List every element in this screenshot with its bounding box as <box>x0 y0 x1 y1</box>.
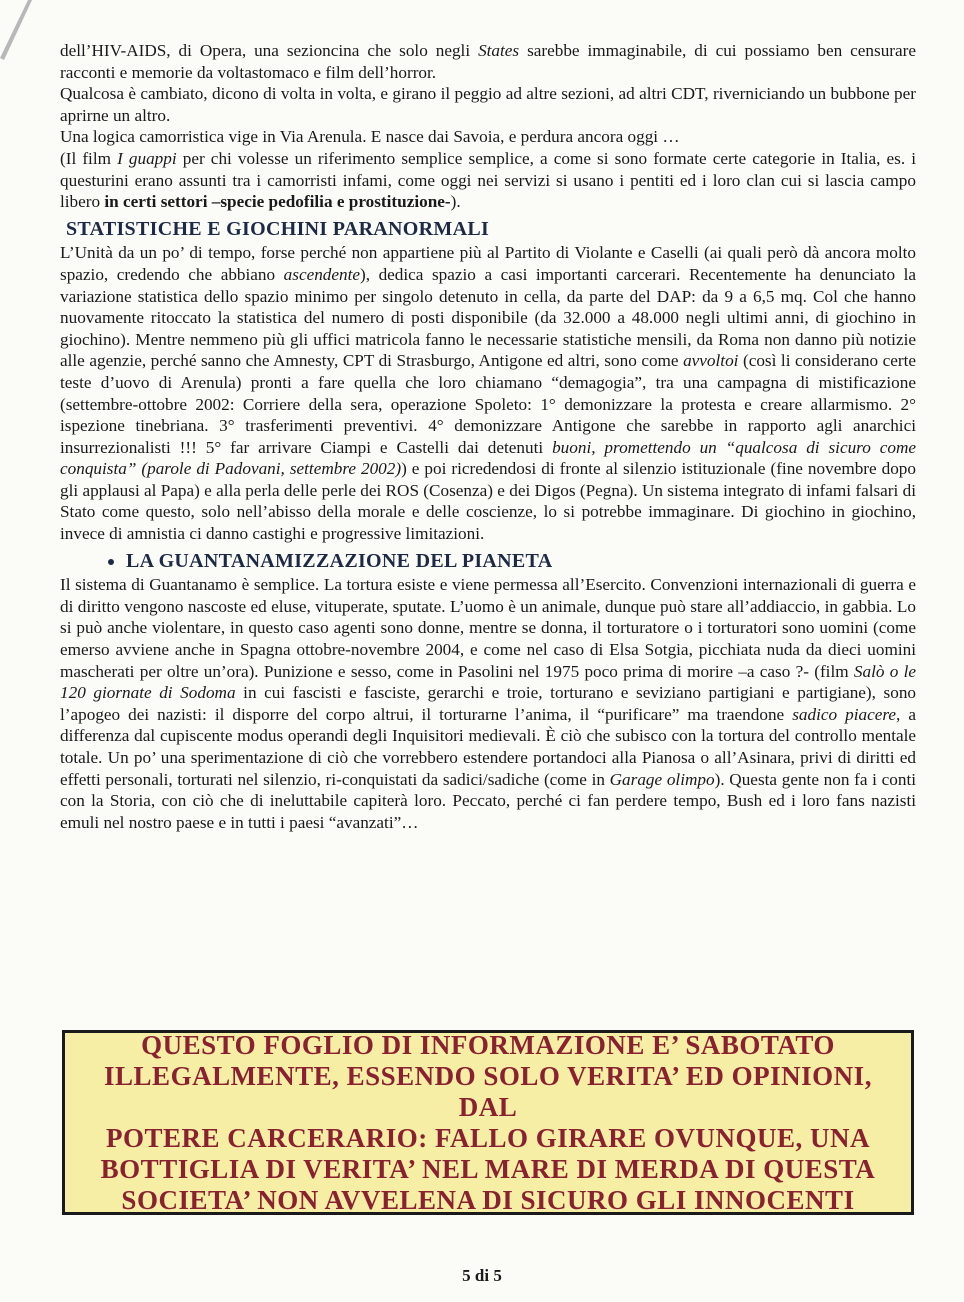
text-run: ). Questa gente non fa i conti con la Storia, con ciò che di ineluttabile capiterà loro. Peccato, perché ci fan perdere tempo, Bush ed i loro fans nazisti emuli nel nostro paese e in tutti i paesi “avanzati”… <box>60 769 916 832</box>
section-statistiche-body <box>60 242 916 544</box>
text-run: (Il film <box>60 148 118 168</box>
bullet-icon <box>108 559 114 565</box>
italic-text: I guappi <box>117 148 177 168</box>
paragraph-intro-3: Una logica camorristica vige in Via Arenula. E nasce dai Savoia, e perdura ancora oggi … <box>60 127 680 147</box>
paragraph-intro-4 <box>60 148 916 213</box>
italic-text: avvoltoi <box>683 351 739 371</box>
notice-line: POTERE CARCERARIO: FALLO GIRARE OVUNQUE, UNA <box>105 1122 871 1153</box>
notice-text <box>88 1030 888 1216</box>
italic-text: sadico piacere <box>792 704 897 724</box>
text-run: ), dedica spazio a casi importanti carcerari. Recentemente ha denunciato la variazione statistica dello spazio minimo per singolo detenuto in cella, da parte del DAP: da 9 a 6,5 mq. Col che hanno nuovamente ritoccato la statistica del numero di posti disponibile (da 32.000 a 48.000 negli ultimi anni, di giochino in giochino). Mentre nemmeno più gli uffici matricola fanno le necessarie statistiche mensili, da Roma non danno più notizie alle agenzie, perché sanno che Amnesty, CPT di Strasburgo, Antigone ed altri, sono come <box>60 264 916 371</box>
section-heading-statistiche: STATISTICHE E GIOCHINI PARANORMALI <box>66 217 490 240</box>
text-run: in cui fascisti e fasciste, gerarchi e troie, torturano e seviziano partigiani e partigiane), sono l’apogeo dei nazisti: il disporre del corpo altrui, il torturarne l’anima, il “purificare” ma traendone <box>60 683 917 724</box>
bold-text: in certi settori –specie pedofilia e prostituzione- <box>104 192 451 212</box>
notice-line: ILLEGALMENTE, ESSENDO SOLO VERITA’ ED OPINIONI, DAL <box>104 1060 872 1122</box>
italic-text: Garage olimpo <box>609 769 715 789</box>
text-run: sarebbe immaginabile, di cui possiamo ben censurare racconti e memorie da voltastomaco e film dell’horror. <box>60 41 917 82</box>
notice-box <box>62 1030 914 1215</box>
page-number: 5 di 5 <box>462 1266 502 1285</box>
paragraph-intro-2: Qualcosa è cambiato, dicono di volta in volta, e girano il peggio ad altre sezioni, ad altri CDT, riverniciando un bubbone per aprirne un altro. <box>60 84 916 125</box>
text-run: per chi volesse un riferimento semplice semplice, a come si sono formate certe categorie in Italia, es. i questurini erano assunti tra i camorristi infami, come oggi nei servizi si usano i pentiti ed i loro clan cui si lascia campo libero <box>60 148 916 212</box>
heading-text: LA GUANTANAMIZZAZIONE DEL PIANETA <box>126 549 553 572</box>
paragraph-intro-1 <box>60 40 916 83</box>
section-heading-guantanamizzazione <box>108 551 916 573</box>
text-run: ) e poi ricredendosi di fronte al silenzio istituzionale (fine novembre dopo gli applausi al Papa) e alla perla delle perle dei ROS (Cosenza) e dei Digos (Pegna). Un sistema integrato di infami falsari di Stato come questo, solo nell’abisso della morale e delle coscienze, lo si potrebbe immaginare. Di giochino in giochino, invece di amnistia ci danno castighi e progressive limitazioni. <box>60 459 916 544</box>
italic-text: States <box>478 41 520 60</box>
text-run: dell’HIV-AIDS, di Opera, una sezioncina che solo negli <box>60 41 479 60</box>
text-run: Il sistema di Guantanamo è semplice. La tortura esiste e viene permessa all’Esercito. Convenzioni internazionali di guerra e di diritto vengono nascoste ed eluse, vituperate, sputate. L’uomo è un animale, dunque può stare all’addiaccio, in gabbia. Lo si può anche violentare, in questo caso agenti sono donne, mentre se donna, il torturatore o i torturatori sono uomini (come emerso avviene anche in Spagna ottobre-novembre 2004, e come nel caso di Elsa Sotgia, picchiata nuda da dieci uomini mascherati per oltre un’ora). Punizione e sesso, come in Pasolini nel 1975 poco prima di morire –a caso ?- (film <box>60 575 916 681</box>
notice-line: BOTTIGLIA DI VERITA’ NEL MARE DI MERDA DI QUESTA <box>100 1153 876 1184</box>
page-corner-mark <box>0 0 40 60</box>
document-body <box>60 40 916 833</box>
text-run: L’Unità da un po’ di tempo, forse perché non appartiene più al Partito di Violante e Caselli (ai quali però dà ancora molto spazio, credendo che abbiano <box>60 243 916 284</box>
text-run: (così li considerano certe teste d’uovo di Arenula) pronti a fare quella che loro chiamano “demagogia”, tra una campagna di mistificazione (settembre-ottobre 2002: Corriere della sera, operazione Spoleto: 1° demonizzare la protesta e creare allarmismo. 2° ispezione tinebriana. 3° trasferimenti preventivi. 4° demonizzare Antigone che sarebbe in rapporto agli anarchici insurrezionalisti !!! 5° far arrivare Ciampi e Castelli dai detenuti <box>60 351 916 457</box>
italic-text: Salò o le 120 giornate di Sodoma <box>60 661 916 703</box>
notice-line: SOCIETA’ NON AVVELENA DI SICURO GLI INNOCENTI <box>121 1184 855 1215</box>
section-guantanamizzazione-body <box>60 574 916 833</box>
text-run: , a differenza dal cupiscente modus operandi degli Inquisitori medievali. È ciò che subisco con la tortura del controllo mentale totale. Un po’ una sperimentazione di ciò che vorrebbero estendere portandoci alla Pianosa o all’Asinara, privi di diritti ed effetti personali, torturati nel silenzio, ri-conquistati da sadici/sadiche (come in <box>60 704 916 789</box>
text-run: ). <box>450 192 461 212</box>
notice-line: QUESTO FOGLIO DI INFORMAZIONE E’ SABOTATO <box>141 1029 835 1060</box>
italic-text: ascendente <box>283 264 361 284</box>
italic-text: buoni, promettendo un “qualcosa di sicuro come conquista” (parole di Padovani, settembre 2002) <box>60 437 916 479</box>
